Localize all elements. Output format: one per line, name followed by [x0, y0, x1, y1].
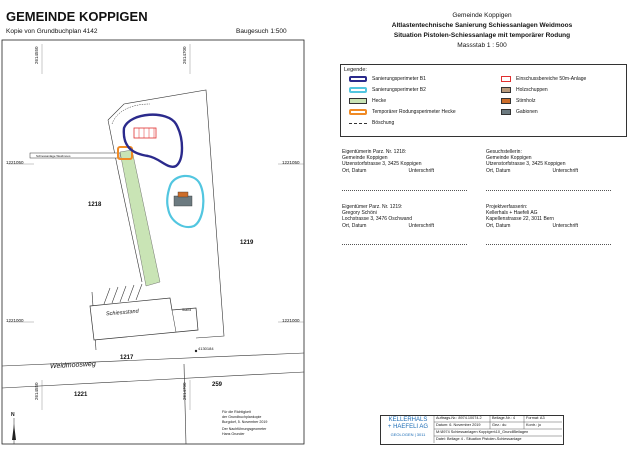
signature-block-1218: Eigentümerin Parz. Nr. 1218: Gemeinde Koppigen Utzenstorfstrasse 3, 3425 Koppigen Ort, Datum Unterschrift [342, 149, 435, 174]
certification-note: Für die Richtigkeit der Grundbuchplankopie Burgdorf, 5. November 2019 Der Nachführungsgeometer Hans Grunder [222, 410, 268, 436]
legend-item-clearing: Temporärer Rodungsperimeter Hecke [349, 109, 456, 115]
coord-v-1: 2614550 [34, 46, 39, 64]
appendix-number: Beilage-Nr.: 4 [492, 416, 516, 420]
signature-block-author: Projektverfasserin: Kellerhals + Haefeli AG Kapellenstrasse 22, 3011 Bern Ort, Datum Unterschrift [486, 204, 579, 229]
signature-block-1219: Eigentümer Parz. Nr. 1219: Gregory Schöni Lochstrasse 3, 3476 Oschwand Ort, Datum Unterschrift [342, 204, 435, 229]
building-label: Schiessstand [105, 308, 139, 318]
street-label: Weidmoosweg [49, 360, 96, 371]
coord-h-1: 1221050 [6, 160, 24, 165]
legend-item-b1: Sanierungsperimeter B1 [349, 76, 426, 82]
legend-item-endgrain: Stirnholz [501, 98, 535, 104]
order-number: Auftrags-Nr.: 8974.10074.2 [436, 416, 482, 420]
drawn-by: Gez.: du [492, 423, 507, 427]
coord-v-2: 2614700 [182, 46, 187, 64]
coord-h-2: 1221050 [282, 160, 300, 165]
parcel-1221: 1221 [74, 392, 88, 398]
legend-item-b2: Sanierungsperimeter B2 [349, 87, 426, 93]
legend-item-slope: Böschung [349, 120, 394, 126]
legend-item-shed: Holzschuppen [501, 87, 548, 93]
file-path: M:\8974 Schiessanlagen Koppigen\10_GrundlBeilagen [436, 430, 529, 434]
legend-item-gabions: Gabionen [501, 109, 538, 115]
drawing-title: Situation Pistolen-Schiessanlage mit temporärer Rodung [393, 32, 571, 39]
file-name: Datei: Beilage 4 - Situation Pistolen-Schiessanlage [436, 437, 522, 441]
parcel-259: 259 [212, 382, 223, 388]
coord-h-4: 1221000 [282, 318, 300, 323]
checked-by: Kontr.: jo [526, 423, 541, 427]
parcel-1218: 1218 [88, 202, 102, 208]
legend-item-hedge: Hecke [349, 98, 386, 104]
parcel-1219: 1219 [240, 240, 254, 246]
path-label: Schiessanlage Weidmoos [36, 154, 71, 158]
coord-v-3: 2614550 [34, 382, 39, 400]
coord-v-4: 2614700 [182, 382, 187, 400]
date-field: Datum: 6. November 2019 [436, 423, 481, 427]
plan-subtitle: Kopie von Grundbuchplan 4142 [6, 28, 98, 35]
stand-label: Stand [182, 308, 192, 312]
legend-item-target: Einschussbereiche 50m-Anlage [501, 76, 586, 82]
legend-title: Legende: [344, 67, 367, 73]
project-title: Altlastentechnische Sanierung Schiessanlagen Weidmoos [391, 22, 573, 29]
coord-h-3: 1221000 [6, 318, 24, 323]
client-name: Gemeinde Koppigen [452, 12, 512, 19]
north-label: N [11, 412, 15, 418]
paper-format: Format: A3 [526, 416, 545, 420]
parcel-1217: 1217 [120, 355, 134, 361]
drawing-scale: Massstab 1 : 500 [457, 42, 507, 49]
point-label: 4130184 [198, 346, 214, 351]
company-logo: KELLERHALS + HAEFELI AG GEOLOGEN | 3011 [387, 417, 429, 437]
sheet-title: GEMEINDE KOPPIGEN [6, 9, 148, 24]
signature-block-applicant: Gesuchstellerin: Gemeinde Koppigen Utzenstorfstrasse 3, 3425 Koppigen Ort, Datum Unterschrift [486, 149, 579, 174]
scale-note: Baugesuch 1:500 [236, 28, 287, 35]
